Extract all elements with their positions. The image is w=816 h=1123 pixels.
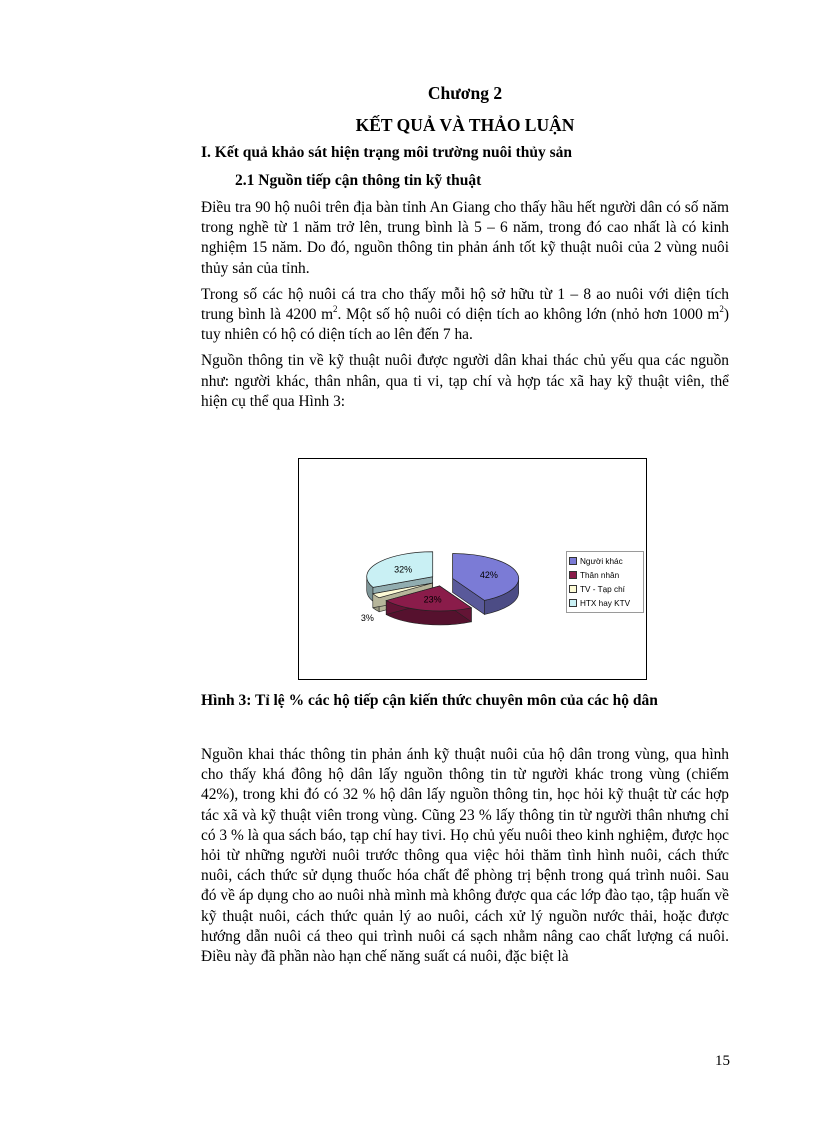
paragraph-3: Nguồn thông tin về kỹ thuật nuôi được người dân khai thác chủ yếu qua các nguồn như: người khác, thân nhân, qua ti vi, tạp chí và hợp tác xã hay kỹ thuật viên, thể hiện cụ thể qua Hình 3: (201, 352, 729, 410)
pie-slice-label: 3% (360, 612, 374, 623)
figure-3-pie-chart (298, 458, 647, 680)
pie-slice-label: 42% (479, 570, 498, 581)
legend-item (569, 582, 641, 596)
legend-label: HTX hay KTV (580, 598, 631, 608)
chapter-title: KẾT QUẢ VÀ THẢO LUẬN (355, 115, 575, 135)
legend-label: Người khác (580, 556, 623, 566)
paragraph-2-part-a: Trong số các hộ nuôi cá tra cho thấy mỗi hộ sở hữu từ 1 – 8 ao nuôi với diện tích trung bình là 4200 m (201, 285, 729, 324)
legend-swatch (569, 571, 577, 579)
superscript-squared: 2 (333, 303, 338, 314)
chapter-label: Chương 2 (427, 83, 503, 103)
legend-swatch (569, 557, 577, 565)
chart-legend (566, 551, 644, 613)
paragraph-4: Nguồn khai thác thông tin phản ánh kỹ thuật nuôi của hộ dân trong vùng, qua hình cho thấy khá đông hộ dân lấy nguồn thông tin từ người khác trong vùng (chiếm 42%), trong khi đó có 32 % hộ dân lấy nguồn thông tin, học hỏi kỹ thuật từ các hợp tác xã và kỹ thuật viên trong vùng. Cũng 23 % lấy thông tin từ người thân nhưng chỉ có 3 % là qua sách báo, tạp chí hay tivi. Họ chủ yếu nuôi theo kinh nghiệm, được học hỏi từ những người nuôi trước thông qua việc hỏi thăm tình hình nuôi, cách thức nuôi, cách thức sử dụng thuốc hóa chất để phòng trị bệnh trong quá trình nuôi. Sau đó về áp dụng cho ao nuôi nhà mình mà không được qua các lớp đào tạo, tập huấn về kỹ thuật nuôi, cách thức quản lý ao nuôi, cách xử lý nguồn nước thải, hoặc được hướng dẫn nuôi cá theo qui trình nuôi cá sạch nhằm nâng cao chất lượng cá nuôi. Điều này đã phần nào hạn chế năng suất cá nuôi, đặc biệt là (201, 746, 729, 966)
pie-slice-label: 32% (394, 564, 413, 575)
superscript-squared: 2 (719, 303, 724, 314)
legend-item (569, 554, 641, 568)
paragraph-2 (201, 285, 729, 346)
page-body (201, 78, 729, 412)
section-heading: I. Kết quả khảo sát hiện trạng môi trường nuôi thủy sản (201, 144, 573, 161)
paragraph-1: Điều tra 90 hộ nuôi trên địa bàn tỉnh An Giang cho thấy hầu hết người dân có số năm trong nghề từ 1 năm trở lên, trung bình là 5 – 6 năm, trong đó cao nhất là có kinh nghiệm 15 năm. Do đó, nguồn thông tin phản ánh tốt kỹ thuật nuôi của 2 vùng nuôi thủy sản của tỉnh. (201, 199, 729, 277)
legend-item (569, 568, 641, 582)
legend-swatch (569, 585, 577, 593)
legend-label: TV - Tạp chí (580, 584, 625, 594)
legend-label: Thân nhân (580, 570, 620, 580)
subsection-heading: 2.1 Nguồn tiếp cận thông tin kỹ thuật (235, 172, 482, 189)
pie-slice-label: 23% (423, 594, 442, 605)
page-number: 15 (715, 1053, 730, 1069)
paragraph-2-part-c: ) tuy nhiên có hộ có diện tích ao lên đến 7 ha. (201, 306, 729, 344)
lower-body (201, 745, 729, 967)
figure-caption: Hình 3: Tỉ lệ % các hộ tiếp cận kiến thức chuyên môn của các hộ dân (201, 692, 658, 709)
legend-item (569, 596, 641, 610)
legend-swatch (569, 599, 577, 607)
paragraph-2-part-b: . Một số hộ nuôi có diện tích ao không lớn (nhỏ hơn 1000 m (337, 306, 720, 324)
